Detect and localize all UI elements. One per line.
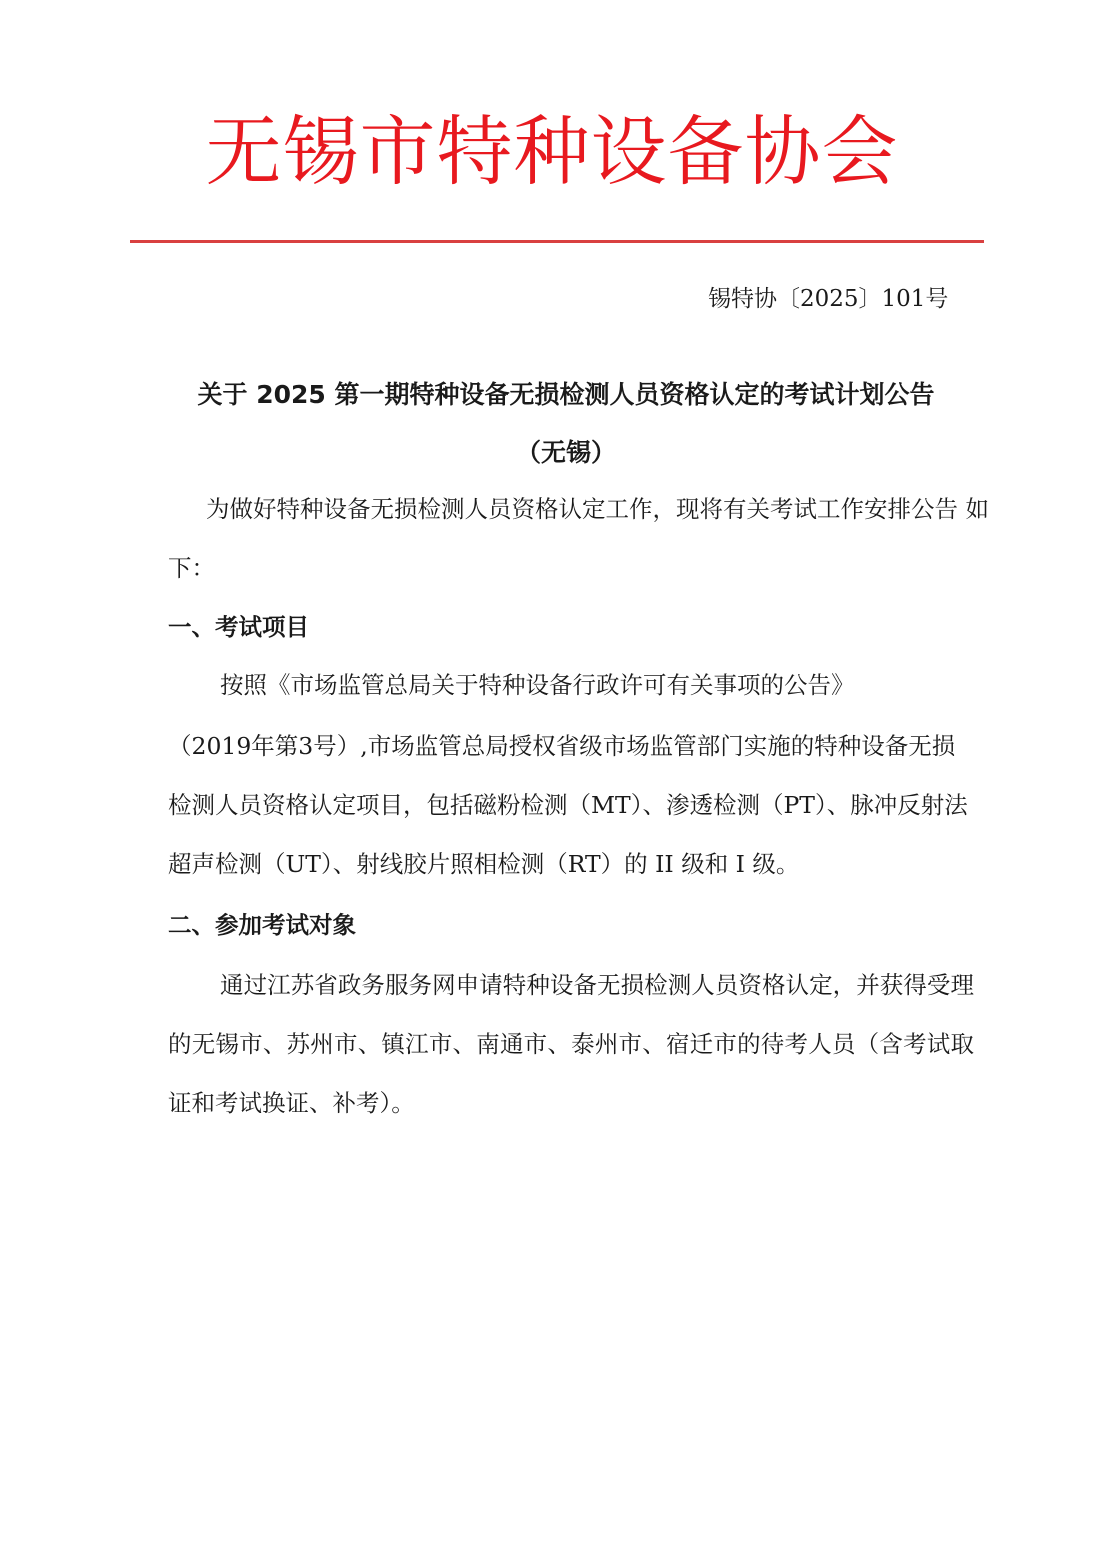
title-line-1: 关于 2025 第一期特种设备无损检测人员资格认定的考试计划公告 xyxy=(197,380,935,409)
organization-header: 无锡市特种设备协会 xyxy=(205,107,899,196)
intro-paragraph: 为做好特种设备无损检测人员资格认定工作，现将有关考试工作安排公告 如下： xyxy=(168,495,989,582)
document-number: 锡特协〔2025〕101号 xyxy=(708,286,949,312)
exam-items-scope-paragraph: （2019年第3号）,市场监管总局授权省级市场监管部门实施的特种设备无损检测人员资格认定项目，包括磁粉检测（MT）、渗透检测（PT）、脉冲反射法超声检测（UT）、射线胶片照相检测（RT）的 II 级和 I 级。 xyxy=(168,732,968,878)
exam-items-basis-paragraph: 按照《市场监管总局关于特种设备行政许可有关事项的公告》 xyxy=(220,671,855,699)
exam-candidates-paragraph: 通过江苏省政务服务网申请特种设备无损检测人员资格认定，并获得受理的无锡市、苏州市、镇江市、南通市、泰州市、宿迁市的待考人员（含考试取证和考试换证、补考）。 xyxy=(168,971,974,1117)
document-title xyxy=(166,366,966,482)
title-line-2: （无锡） xyxy=(515,438,616,467)
section-heading-exam-candidates: 二、参加考试对象 xyxy=(168,911,356,939)
section-heading-exam-items: 一、考试项目 xyxy=(168,613,309,641)
header-divider xyxy=(130,240,984,243)
